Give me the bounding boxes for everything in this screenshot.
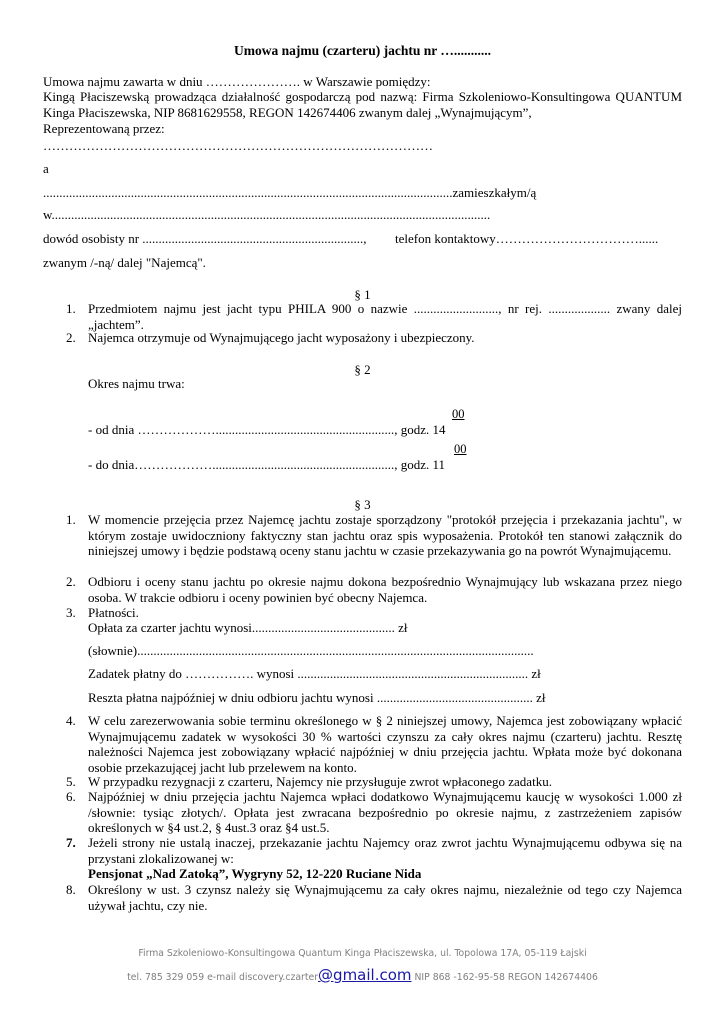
charter-fee-in-words: (słownie).......................................................................................................................... [88, 643, 534, 658]
s3-item-3-number: 3. [66, 605, 76, 620]
rental-end-date: - do dnia………………........................................................, godz. 11 [88, 457, 445, 472]
footer-contact [0, 966, 725, 984]
s3-item-1-number: 1. [66, 512, 76, 527]
s3-item-4-text: W celu zarezerwowania sobie terminu określonego w § 2 niniejszej umowy, Najemca jest zobowiązany wpłacić Wynajmującemu zadatek w wysokości 30 % wartości czynszu za cały okres najmu (czarteru) jachtu. Resztę należności Najemca jest zobowiązany wpłacić najpóźniej w dniu przejęcia jachtu. Wpłata może być dokonana osobie przekazującej jacht lub przelewem na konto. [88, 713, 682, 775]
s3-item-8-text: Określony w ust. 3 czynsz należy się Wynajmującemu za cały okres najmu, niezależnie od tego czy Najemca używał jachtu, czy nie. [88, 882, 682, 913]
footer-phone-email: tel. 785 329 059 e-mail discovery.czarter [127, 972, 319, 983]
s3-item-5-number: 5. [66, 774, 76, 789]
end-hour-minutes: 00 [454, 442, 467, 456]
s3-item-1-text: W momencie przejęcia przez Najemcę jachtu zostaje sporządzony "protokół przejęcia i przekazania jachtu", w którym zostaje uwidoczniony faktyczny stan jachtu oraz spis wyposażenia. Protokół ten stanowi załącznik do niniejszej umowy i będzie podstawą oceny stanu jachtu w czasie przekazywania go na powrót Wynajmującemu. [88, 512, 682, 558]
handover-marina-address: Pensjonat „Nad Zatoką”, Wygryny 52, 12-220 Ruciane Nida [88, 866, 422, 881]
deposit-line: Zadatek płatny do ……………. wynosi ....................................................................... zł [88, 666, 541, 681]
s1-item-1-number: 1. [66, 301, 76, 316]
intro-landlord: Kingą Płaciszewską prowadząca działalność gospodarczą pod nazwą: Firma Szkoleniowo-Konsultingowa QUANTUM Kinga Płaciszewska, NIP 8681629558, REGON 142674406 zwanym dalej „Wynajmującym”, [43, 89, 682, 120]
footer-tax-ids: NIP 868 -162-95-58 REGON 142674406 [411, 972, 598, 983]
section-1-heading: § 1 [354, 287, 371, 302]
s3-item-7-text: Jeżeli strony nie ustalą inaczej, przekazanie jachtu Najemcy oraz zwrot jachtu Wynajmującemu odbywa się na przystani zlokalizowanej w: [88, 835, 682, 866]
rental-period-label: Okres najmu trwa: [88, 376, 185, 391]
intro-tenant-address-blank: w....................................................................................................................................... [43, 207, 491, 222]
s1-item-2-number: 2. [66, 330, 76, 345]
section-3-heading: § 3 [354, 497, 371, 512]
contract-title: Umowa najmu (czarteru) jachtu nr …........... [234, 43, 491, 58]
s3-item-7-number: 7. [66, 835, 76, 850]
intro-representative-blank: ……………………………………………………………………………… [43, 138, 433, 153]
intro-tenant-name-blank: ..............................................................................................................................zamieszkałym/ą [43, 185, 537, 200]
s3-item-8-number: 8. [66, 882, 76, 897]
s1-item-2-text: Najemca otrzymuje od Wynajmującego jacht wyposażony i ubezpieczony. [88, 330, 475, 345]
rental-start-date: - od dnia ………………......................................................., godz. 14 [88, 422, 446, 437]
footer-company-address: Firma Szkoleniowo-Konsultingowa Quantum Kinga Płaciszewska, ul. Topolowa 17A, 05-119 Łajski [138, 948, 587, 959]
intro-id-card: dowód osobisty nr ...................................................................., [43, 231, 367, 246]
footer-email-domain-link[interactable]: @gmail.com [318, 966, 412, 984]
s3-item-2-number: 2. [66, 574, 76, 589]
intro-tenant-alias: zwanym /-ną/ dalej "Najemcą". [43, 255, 206, 270]
s3-item-6-number: 6. [66, 789, 76, 804]
s3-item-2-text: Odbioru i oceny stanu jachtu po okresie najmu dokona bezpośrednio Wynajmujący lub wskazana przez niego osoba. W trakcie odbioru i oceny powinien być obecny Najemca. [88, 574, 682, 605]
intro-phone: telefon kontaktowy……………………………...... [395, 231, 659, 246]
s3-item-4-number: 4. [66, 713, 76, 728]
intro-represented-by: Reprezentowaną przez: [43, 121, 165, 136]
intro-line-date: Umowa najmu zawarta w dniu …………………. w Warszawie pomiędzy: [43, 74, 431, 89]
intro-and: a [43, 161, 49, 176]
s3-item-5-text: W przypadku rezygnacji z czarteru, Najemcy nie przysługuje zwrot wpłaconego zadatku. [88, 774, 552, 789]
s1-item-1-text: Przedmiotem najmu jest jacht typu PHILA 900 o nazwie .........................., nr rej. ................... zwany dalej „jachtem”. [88, 301, 682, 332]
charter-fee-line: Opłata za czarter jachtu wynosi............................................ zł [88, 620, 408, 635]
remaining-payment-line: Reszta płatna najpóźniej w dniu odbioru jachtu wynosi ................................................ zł [88, 690, 546, 705]
start-hour-minutes: 00 [452, 407, 465, 421]
s3-item-6-text: Najpóźniej w dniu przejęcia jachtu Najemca wpłaci dodatkowo Wynajmującemu kaucję w wysokości 1.000 zł /słownie: tysiąc złotych/. Opłata jest zwracana bezpośrednio po okresie najmu, z zastrzeżeniem zapisów określonych w §4 ust.2, § 4ust.3 oraz §4 ust.5. [88, 789, 682, 835]
s3-payments-title: Płatności. [88, 605, 139, 620]
section-2-heading: § 2 [354, 362, 371, 377]
